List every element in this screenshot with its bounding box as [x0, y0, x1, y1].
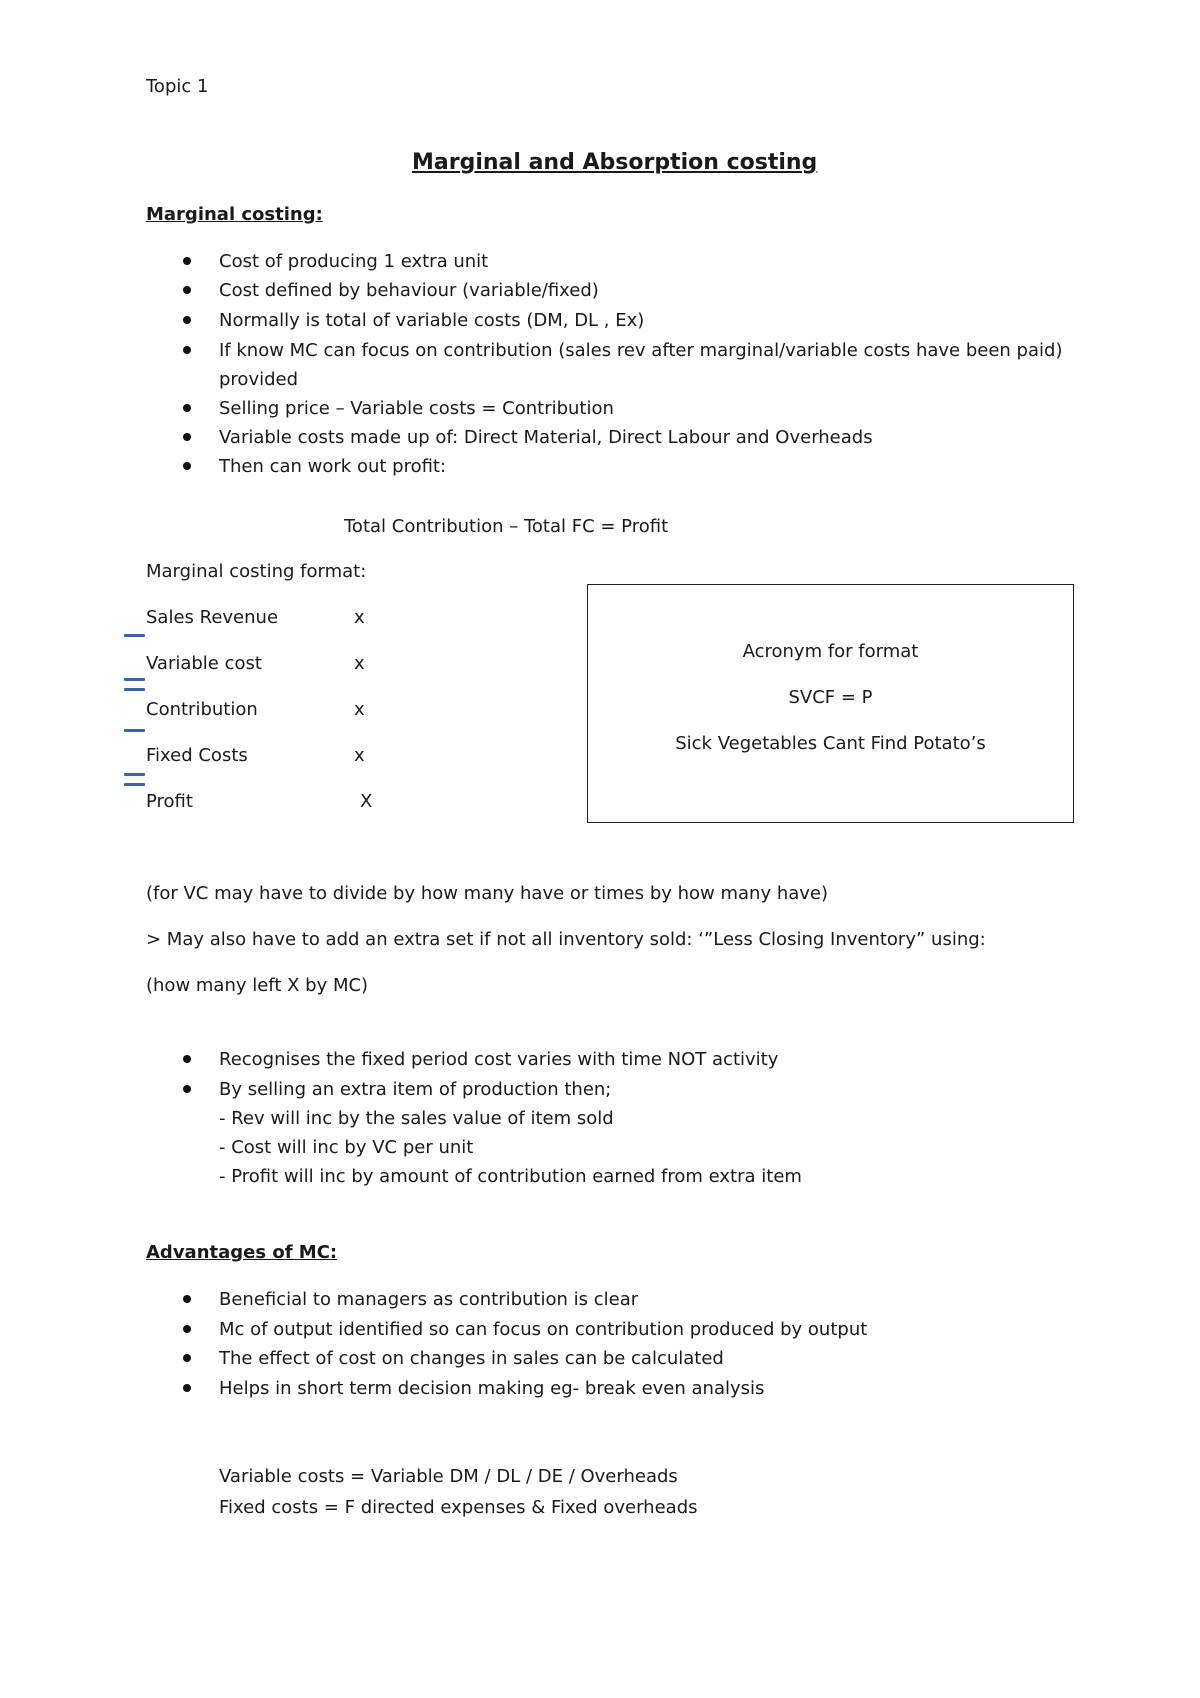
note-line: > May also have to add an extra set if not all inventory sold: ‘”Less Closing Inventory” using: [146, 929, 986, 950]
list-item: Cost defined by behaviour (variable/fixed) [219, 280, 599, 301]
list-item: By selling an extra item of production then; [219, 1079, 612, 1100]
acronym-box-formula: SVCF = P [788, 687, 873, 708]
section-heading-advantages: Advantages of MC: [146, 1242, 338, 1263]
list-item: The effect of cost on changes in sales can be calculated [219, 1348, 724, 1369]
page-title: Marginal and Absorption costing [412, 150, 818, 175]
bullet-icon [183, 1384, 191, 1392]
list-item: Variable costs made up of: Direct Material, Direct Labour and Overheads [219, 427, 873, 448]
bullet-icon [183, 286, 191, 294]
list-item: Selling price – Variable costs = Contribution [219, 398, 614, 419]
bullet-icon [183, 346, 191, 354]
equals-mark-bottom [124, 688, 145, 691]
definition-fixed-costs: Fixed costs = F directed expenses & Fixed overheads [219, 1497, 698, 1518]
list-subitem: - Profit will inc by amount of contribution earned from extra item [219, 1166, 802, 1187]
equals-mark-top [124, 773, 145, 776]
definition-variable-costs: Variable costs = Variable DM / DL / DE / Overheads [219, 1466, 678, 1487]
list-item: Normally is total of variable costs (DM, DL , Ex) [219, 310, 645, 331]
acronym-box-mnemonic: Sick Vegetables Cant Find Potato’s [675, 733, 986, 754]
bullet-icon [183, 1295, 191, 1303]
format-row-value: x [354, 607, 365, 628]
bullet-icon [183, 462, 191, 470]
list-item: Mc of output identified so can focus on contribution produced by output [219, 1319, 868, 1340]
minus-mark [124, 729, 145, 732]
page-header-topic: Topic 1 [146, 76, 209, 97]
format-row-value: x [354, 745, 365, 766]
bullet-icon [183, 316, 191, 324]
list-item-continuation: provided [219, 369, 299, 390]
note-line: (how many left X by MC) [146, 975, 369, 996]
list-item: Helps in short term decision making eg- break even analysis [219, 1378, 765, 1399]
profit-formula: Total Contribution – Total FC = Profit [344, 516, 669, 537]
bullet-icon [183, 433, 191, 441]
list-subitem: - Rev will inc by the sales value of item sold [219, 1108, 614, 1129]
list-item: Recognises the fixed period cost varies with time NOT activity [219, 1049, 779, 1070]
list-item: Beneficial to managers as contribution is clear [219, 1289, 639, 1310]
bullet-icon [183, 1325, 191, 1333]
section-heading-marginal-costing: Marginal costing: [146, 204, 323, 225]
bullet-icon [183, 1085, 191, 1093]
equals-mark-top [124, 678, 145, 681]
list-item: If know MC can focus on contribution (sales rev after marginal/variable costs have been paid) [219, 340, 1063, 361]
format-row-value: x [354, 653, 365, 674]
acronym-box [587, 584, 1074, 823]
minus-mark [124, 634, 145, 637]
note-line: (for VC may have to divide by how many have or times by how many have) [146, 883, 829, 904]
format-row-label: Profit [146, 791, 193, 812]
format-row-label: Fixed Costs [146, 745, 248, 766]
bullet-icon [183, 404, 191, 412]
format-row-value: x [354, 699, 365, 720]
list-subitem: - Cost will inc by VC per unit [219, 1137, 474, 1158]
list-item: Then can work out profit: [219, 456, 447, 477]
bullet-icon [183, 1055, 191, 1063]
format-row-label: Variable cost [146, 653, 262, 674]
equals-mark-bottom [124, 783, 145, 786]
format-label: Marginal costing format: [146, 561, 367, 582]
bullet-icon [183, 257, 191, 265]
list-item: Cost of producing 1 extra unit [219, 251, 489, 272]
acronym-box-heading: Acronym for format [742, 641, 919, 662]
bullet-icon [183, 1354, 191, 1362]
format-row-label: Contribution [146, 699, 258, 720]
format-row-value: X [360, 791, 373, 812]
format-row-label: Sales Revenue [146, 607, 279, 628]
